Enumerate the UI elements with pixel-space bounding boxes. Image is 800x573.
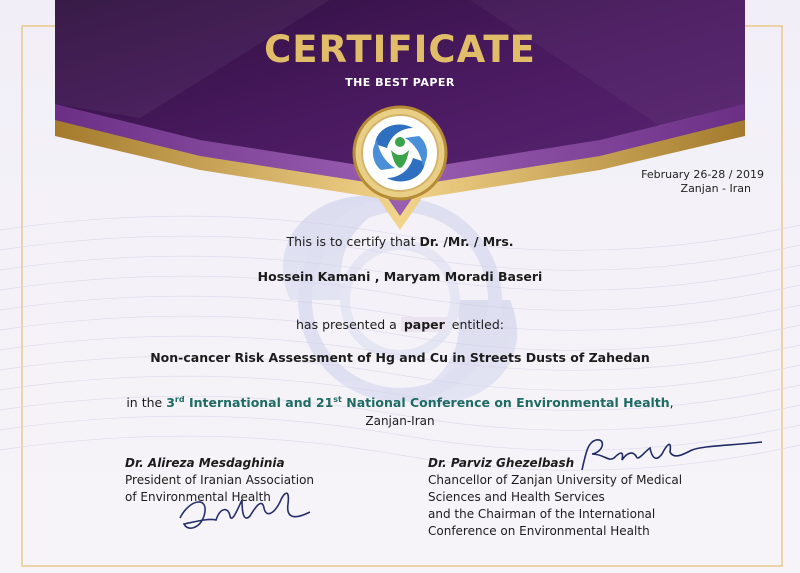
event-date: February 26-28 / 2019: [641, 168, 764, 181]
signatory-2-role-line4: Conference on Environmental Health: [428, 524, 650, 538]
signatory-2-role-line1: Chancellor of Zanjan University of Medical: [428, 473, 683, 487]
event-location: Zanjan - Iran: [680, 182, 751, 195]
certify-text: This is to certify that: [286, 234, 416, 249]
conference-title: [166, 395, 669, 410]
signatory-1-name: Dr. Alireza Mesdaghinia: [125, 456, 285, 470]
signature-ghezelbash: [574, 432, 774, 478]
paper-title: Non-cancer Risk Assessment of Hg and Cu in Streets Dusts of Zahedan: [150, 350, 650, 365]
conf-ordinal-sup-2: st: [333, 395, 342, 404]
conf-ordinal-sup-1: rd: [174, 395, 185, 404]
presented-prefix: has presented a: [296, 317, 397, 332]
conference-logo-icon: [351, 104, 449, 202]
conf-name: National Conference on Environmental Health: [346, 395, 670, 411]
presented-suffix: entitled:: [451, 317, 504, 332]
signatory-1-role-line1: President of Iranian Association: [125, 473, 315, 487]
certificate-title: CERTIFICATE: [264, 28, 536, 71]
certify-titles: Dr. /Mr. / Mrs.: [419, 234, 514, 249]
signature-mesdaghinia: [170, 478, 340, 540]
conference-location: Zanjan-Iran: [365, 414, 435, 428]
presented-type: paper: [401, 317, 448, 332]
conference-line: [0, 395, 800, 410]
signatory-2-role-line3: and the Chairman of the International: [428, 507, 656, 521]
recipient-names: Hossein Kamani , Maryam Moradi Baseri: [257, 269, 543, 284]
signatory-2-name: Dr. Parviz Ghezelbash: [428, 456, 575, 470]
certify-line: [0, 234, 800, 249]
signatory-1-role-line2: of Environmental Health: [125, 490, 271, 504]
conf-ordinal-1: 3: [166, 395, 175, 411]
conf-mid: International and 21: [188, 395, 334, 411]
presented-line: [0, 317, 800, 332]
signatory-2-role-line2: Sciences and Health Services: [428, 490, 605, 504]
certificate-subtitle: THE BEST PAPER: [345, 76, 455, 89]
conf-comma: ,: [669, 395, 674, 411]
conference-prefix: in the: [126, 395, 163, 411]
